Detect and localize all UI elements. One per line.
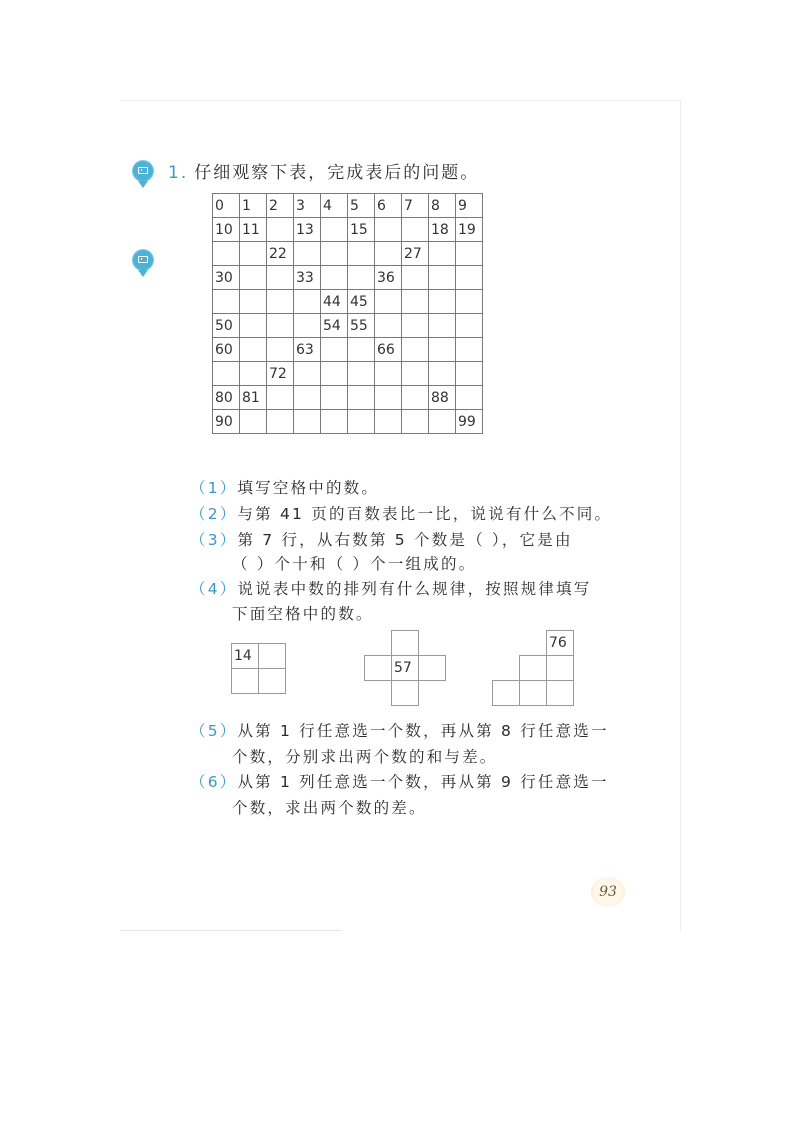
chart-cell: 6 — [375, 194, 402, 218]
puzzle-cell: 76 — [547, 631, 574, 656]
item-text: 下面空格中的数。 — [232, 605, 374, 623]
chart-cell — [240, 338, 267, 362]
chart-cell: 36 — [375, 266, 402, 290]
puzzle-cell — [493, 681, 520, 706]
chart-cell — [267, 218, 294, 242]
chart-cell: 81 — [240, 386, 267, 410]
chart-row — [213, 242, 483, 266]
chart-cell — [429, 314, 456, 338]
chart-cell — [267, 386, 294, 410]
item-3-cont — [232, 552, 476, 574]
chart-cell: 18 — [429, 218, 456, 242]
chart-cell: 11 — [240, 218, 267, 242]
chart-cell: 54 — [321, 314, 348, 338]
chart-cell — [429, 290, 456, 314]
chart-cell: 63 — [294, 338, 321, 362]
chart-cell — [240, 362, 267, 386]
chart-cell — [321, 410, 348, 434]
chart-cell — [294, 290, 321, 314]
chart-cell — [240, 242, 267, 266]
chart-row — [213, 338, 483, 362]
item-6-cont — [232, 796, 427, 818]
chart-cell: 7 — [402, 194, 429, 218]
chart-cell — [321, 386, 348, 410]
item-text: 与第 41 页的百数表比一比，说说有什么不同。 — [237, 505, 613, 523]
item-6 — [190, 770, 609, 792]
chart-cell — [321, 218, 348, 242]
chart-cell — [429, 362, 456, 386]
pattern-puzzle-1 — [231, 643, 286, 694]
chart-cell — [294, 314, 321, 338]
item-text: 个数，分别求出两个数的和与差。 — [232, 748, 498, 766]
puzzle-cell: 14 — [232, 644, 259, 669]
chart-cell: 66 — [375, 338, 402, 362]
chart-cell — [348, 362, 375, 386]
item-text: 第 7 行，从右数第 5 个数是（ ），它是由 — [237, 531, 573, 549]
item-text: 个数，求出两个数的差。 — [232, 799, 427, 817]
item-index: （2） — [190, 505, 238, 523]
chart-row — [213, 290, 483, 314]
puzzle-cell — [232, 669, 259, 694]
chart-cell — [213, 290, 240, 314]
chart-cell — [456, 386, 483, 410]
puzzle-cell — [392, 631, 419, 656]
chart-cell — [240, 410, 267, 434]
chart-cell: 27 — [402, 242, 429, 266]
item-4-cont — [232, 602, 374, 624]
chart-cell — [402, 338, 429, 362]
chart-cell: 2 — [267, 194, 294, 218]
chart-row — [213, 362, 483, 386]
chart-row — [213, 410, 483, 434]
item-index: （3） — [190, 531, 238, 549]
puzzle-cell — [520, 681, 547, 706]
chart-row — [213, 266, 483, 290]
page-number: 93 — [591, 877, 625, 907]
pattern-puzzle-3 — [492, 630, 574, 706]
chart-cell: 90 — [213, 410, 240, 434]
chart-cell: 72 — [267, 362, 294, 386]
chart-cell — [294, 242, 321, 266]
screen-pin-icon — [132, 249, 154, 271]
chart-cell — [240, 290, 267, 314]
puzzle-cell — [547, 681, 574, 706]
chart-cell — [321, 242, 348, 266]
chart-cell — [294, 386, 321, 410]
chart-cell: 9 — [456, 194, 483, 218]
chart-row — [213, 194, 483, 218]
chart-cell: 45 — [348, 290, 375, 314]
item-index: （5） — [190, 722, 238, 740]
puzzle-cell — [392, 681, 419, 706]
chart-cell — [375, 218, 402, 242]
question-text: 仔细观察下表，完成表后的问题。 — [194, 163, 480, 183]
chart-cell: 30 — [213, 266, 240, 290]
chart-cell — [348, 338, 375, 362]
chart-cell: 33 — [294, 266, 321, 290]
chart-cell: 55 — [348, 314, 375, 338]
item-text: 从第 1 行任意选一个数，再从第 8 行任意选一 — [237, 722, 609, 740]
chart-cell — [402, 290, 429, 314]
chart-cell: 50 — [213, 314, 240, 338]
item-3 — [190, 528, 573, 550]
chart-cell — [267, 290, 294, 314]
chart-cell — [429, 242, 456, 266]
chart-cell — [456, 338, 483, 362]
item-text: （ ）个十和（ ）个一组成的。 — [232, 555, 477, 573]
chart-cell: 13 — [294, 218, 321, 242]
chart-cell: 3 — [294, 194, 321, 218]
pattern-puzzle-2 — [364, 630, 446, 706]
item-index: （1） — [190, 479, 238, 497]
puzzle-cell — [419, 656, 446, 681]
footer-divider — [120, 930, 342, 931]
puzzle-cell — [365, 656, 392, 681]
chart-cell — [267, 314, 294, 338]
question-title — [168, 158, 479, 183]
chart-row — [213, 218, 483, 242]
chart-cell — [456, 314, 483, 338]
chart-cell: 88 — [429, 386, 456, 410]
chart-cell: 4 — [321, 194, 348, 218]
item-1 — [190, 476, 379, 498]
item-index: （6） — [190, 773, 238, 791]
chart-cell — [375, 314, 402, 338]
chart-cell — [321, 266, 348, 290]
puzzle-cell: 57 — [392, 656, 419, 681]
chart-cell — [429, 338, 456, 362]
chart-cell — [456, 242, 483, 266]
chart-cell — [375, 410, 402, 434]
chart-cell — [267, 410, 294, 434]
chart-cell — [213, 242, 240, 266]
chart-cell — [321, 362, 348, 386]
item-5-cont — [232, 745, 498, 767]
chart-cell: 19 — [456, 218, 483, 242]
chart-cell — [402, 410, 429, 434]
chart-cell — [348, 242, 375, 266]
chart-row — [213, 386, 483, 410]
puzzle-cell — [520, 656, 547, 681]
chart-cell — [294, 410, 321, 434]
chart-cell: 5 — [348, 194, 375, 218]
screen-pin-icon — [132, 160, 154, 182]
chart-cell — [375, 362, 402, 386]
question-number: 1. — [168, 163, 189, 183]
chart-cell — [348, 410, 375, 434]
item-index: （4） — [190, 580, 238, 598]
chart-cell — [402, 266, 429, 290]
chart-cell — [402, 314, 429, 338]
chart-row — [213, 314, 483, 338]
chart-cell — [456, 266, 483, 290]
chart-cell: 60 — [213, 338, 240, 362]
chart-cell: 99 — [456, 410, 483, 434]
chart-cell: 80 — [213, 386, 240, 410]
chart-cell: 15 — [348, 218, 375, 242]
chart-cell — [375, 290, 402, 314]
chart-cell — [429, 266, 456, 290]
puzzle-cell — [259, 644, 286, 669]
chart-cell — [267, 338, 294, 362]
chart-cell — [348, 266, 375, 290]
chart-cell: 44 — [321, 290, 348, 314]
chart-cell — [240, 314, 267, 338]
chart-cell — [294, 362, 321, 386]
chart-cell — [402, 218, 429, 242]
chart-cell: 22 — [267, 242, 294, 266]
chart-cell: 0 — [213, 194, 240, 218]
chart-cell — [402, 362, 429, 386]
chart-cell — [375, 242, 402, 266]
chart-cell — [321, 338, 348, 362]
chart-cell: 8 — [429, 194, 456, 218]
chart-cell: 1 — [240, 194, 267, 218]
hundred-chart — [212, 193, 483, 434]
chart-cell — [213, 362, 240, 386]
item-text: 填写空格中的数。 — [237, 479, 380, 497]
puzzle-cell — [259, 669, 286, 694]
item-4 — [190, 577, 591, 599]
item-5 — [190, 719, 609, 741]
chart-cell — [429, 410, 456, 434]
chart-cell — [267, 266, 294, 290]
chart-cell — [240, 266, 267, 290]
chart-cell — [402, 386, 429, 410]
chart-cell — [456, 362, 483, 386]
puzzle-cell — [547, 656, 574, 681]
chart-cell: 10 — [213, 218, 240, 242]
item-2 — [190, 502, 612, 524]
chart-cell — [375, 386, 402, 410]
item-text: 说说表中数的排列有什么规律，按照规律填写 — [237, 580, 592, 598]
item-text: 从第 1 列任意选一个数，再从第 9 行任意选一 — [237, 773, 609, 791]
chart-cell — [348, 386, 375, 410]
chart-cell — [456, 290, 483, 314]
